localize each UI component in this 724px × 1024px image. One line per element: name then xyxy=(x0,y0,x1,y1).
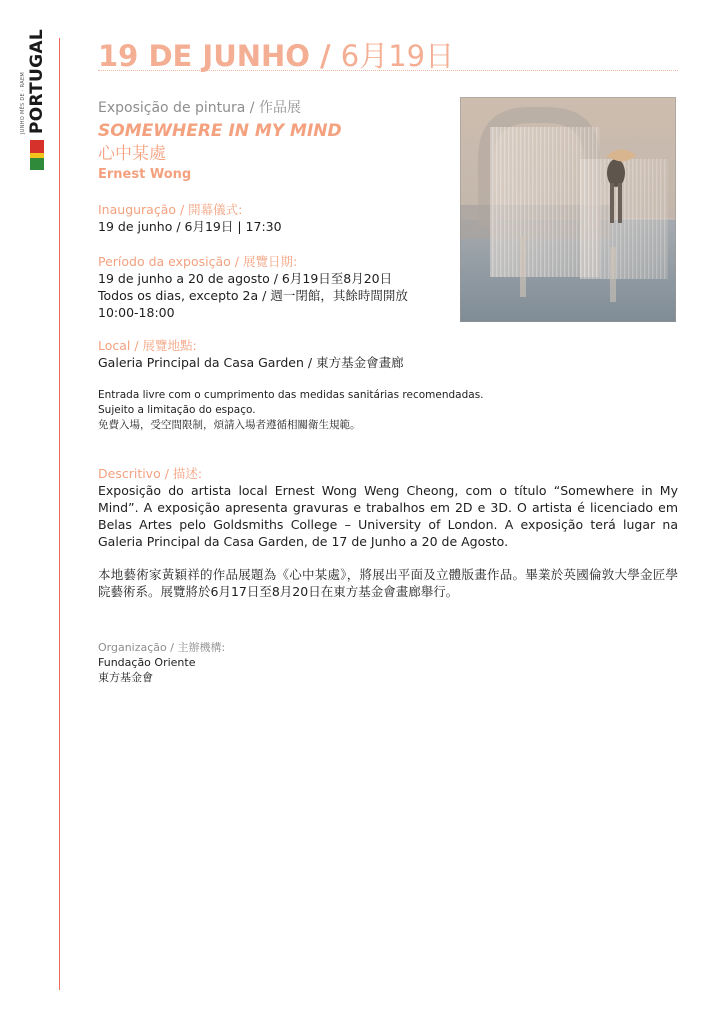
vertical-rule xyxy=(59,38,60,990)
inauguration-section xyxy=(98,201,678,235)
event-title-en: SOMEWHERE IN MY MIND xyxy=(98,121,342,141)
period-line: Todos os dias, excepto 2a / 週一閉館，其餘時間開放 xyxy=(98,288,408,303)
period-line: 10:00-18:00 xyxy=(98,305,175,320)
inauguration-label: Inauguração / 開幕儀式: xyxy=(98,202,243,217)
description-pt: Exposição do artista local Ernest Wong Weng Cheong, com o título “Somewhere in My Mind”. A exposição apresenta gravuras e trabalhos em 2D e 3D. O artista é licenciado em Belas Artes pelo Goldsmiths College – University of London. A exposição terá lugar na Galeria Principal da Casa Garden, de 17 de Junho a 20 de Agosto. xyxy=(98,483,678,549)
flag-red-stripe xyxy=(30,140,44,153)
brand-top-line: JUNHO MÊS DE · RAEM xyxy=(20,71,26,134)
brand-rotated xyxy=(20,29,50,170)
date-zh: 6月19日 xyxy=(340,39,455,73)
local-label: Local / 展覽地點: xyxy=(98,338,197,353)
local-section xyxy=(98,337,678,371)
flag-green-stripe xyxy=(30,158,44,170)
event-subtitle: Exposição de pintura / 作品展 xyxy=(98,100,301,116)
date-pt: 19 DE JUNHO / xyxy=(98,39,341,73)
period-line: 19 de junho a 20 de agosto / 6月19日至8月20日 xyxy=(98,271,393,286)
inauguration-value: 19 de junho / 6月19日 | 17:30 xyxy=(98,219,282,234)
period-label: Período da exposição / 展覽日期: xyxy=(98,254,298,269)
description-zh: 本地藝術家黃穎祥的作品展題為《心中某處》，將展出平面及立體版畫作品。畢業於英國倫敦大學金匠學院藝術系。展覽將於6月17日至8月20日在東方基金會畫廊舉行。 xyxy=(98,567,678,599)
dotted-divider xyxy=(98,70,678,71)
portugal-flag-icon xyxy=(30,140,44,170)
brand-logo xyxy=(20,29,50,170)
organization-name-pt: Fundação Oriente xyxy=(98,656,196,669)
notice-line: 免費入場，受空間限制，煩請入場者遵循相關衛生規範。 xyxy=(98,419,361,431)
period-section xyxy=(98,253,678,321)
notice-line: Entrada livre com o cumprimento das medidas sanitárias recomendadas. xyxy=(98,389,484,401)
page-title xyxy=(98,34,454,75)
event-content xyxy=(98,98,678,685)
artist-name: Ernest Wong xyxy=(98,167,192,182)
organization-section xyxy=(98,640,678,685)
flag-yellow-stripe xyxy=(30,153,44,158)
description-label: Descritivo / 描述: xyxy=(98,466,203,481)
local-value: Galeria Principal da Casa Garden / 東方基金會畫廊 xyxy=(98,355,404,370)
description-section xyxy=(98,465,678,600)
event-title-zh: 心中某處 xyxy=(98,144,166,164)
organization-name-zh: 東方基金會 xyxy=(98,671,153,684)
brand-word: PORTUGAL xyxy=(27,29,47,134)
notice-line: Sujeito a limitação do espaço. xyxy=(98,404,256,416)
entry-notice xyxy=(98,388,678,433)
brand-main xyxy=(26,29,48,170)
organization-label: Organização / 主辦機構: xyxy=(98,641,226,654)
